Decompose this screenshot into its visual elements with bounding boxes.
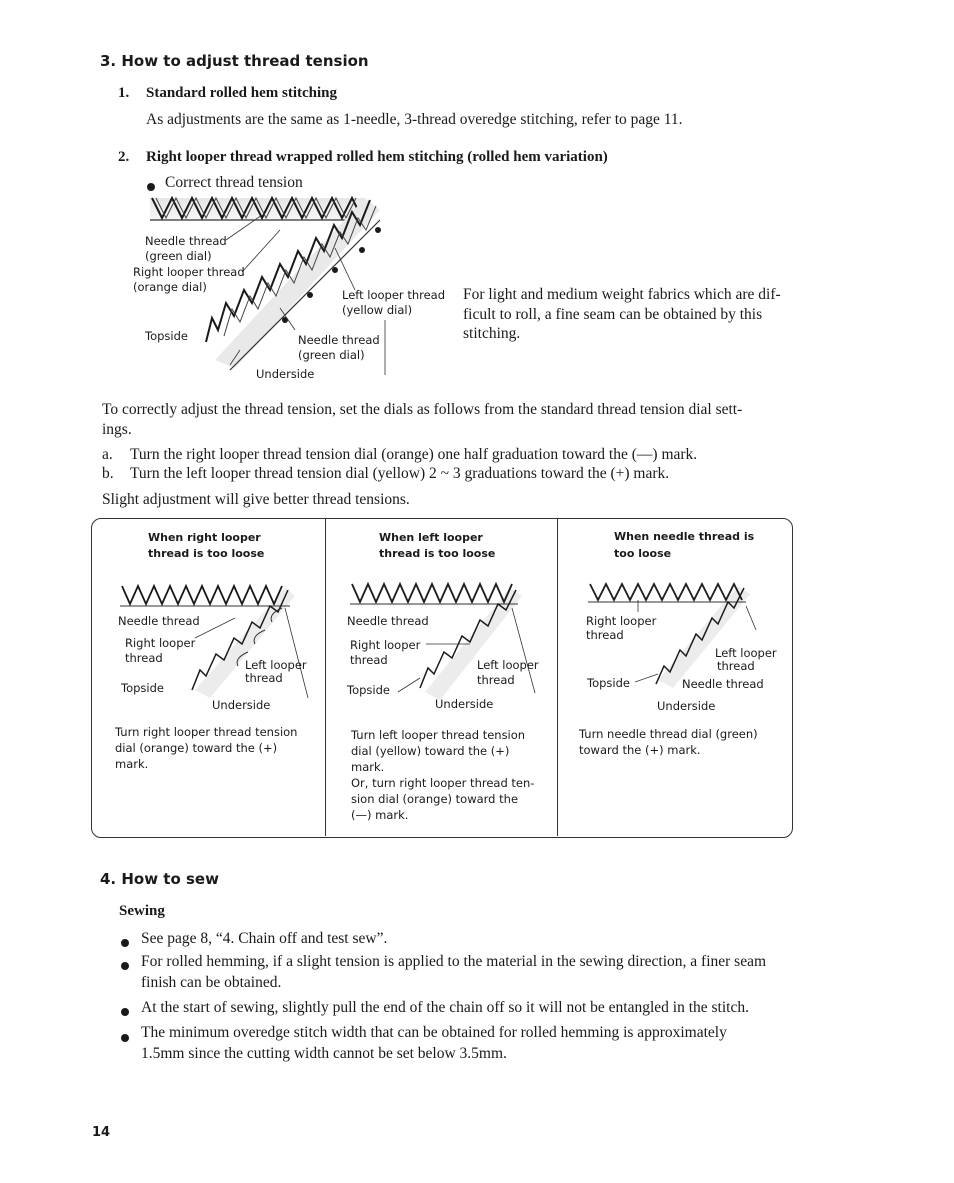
item-1-heading: Standard rolled hem stitching: [146, 85, 337, 101]
col2-caption-5: sion dial (orange) toward the: [351, 792, 519, 806]
bullet-dot-icon: [121, 1003, 129, 1021]
col2-label-g: Underside: [435, 697, 494, 711]
col1-caption-2: dial (orange) toward the (+): [115, 741, 278, 755]
col3-title-1: When needle thread is: [614, 530, 755, 543]
instructions-intro-1: To correctly adjust the thread tension, set the dials as follows from the standard thread tension dial sett-: [102, 401, 743, 418]
col3-label-e: Topside: [587, 676, 630, 690]
fig-label-green-dial: (green dial): [145, 249, 212, 263]
table-divider-2: [557, 518, 558, 836]
col3-label-g: Underside: [657, 699, 716, 713]
section-3-title: 3. How to adjust thread tension: [100, 52, 369, 70]
col2-label-e: thread: [477, 673, 515, 687]
fig-label-needle-thread: Needle thread: [145, 234, 227, 248]
item-1-body: As adjustments are the same as 1-needle, 3-thread overedge stitching, refer to page 11.: [146, 111, 683, 128]
fig-label-needle-thread-2: Needle thread: [298, 333, 380, 347]
col2-label-f: Topside: [347, 683, 390, 697]
col1-label-d: Left looper: [245, 658, 307, 672]
col1-label-g: Underside: [212, 698, 271, 712]
col1-label-a: Needle thread: [118, 614, 200, 628]
table-divider-1: [325, 518, 326, 836]
section-4-title: 4. How to sew: [100, 870, 219, 888]
col2-caption-6: (—) mark.: [351, 808, 409, 822]
col3-title-2: too loose: [614, 547, 672, 560]
step-b-label: b.: [102, 465, 114, 482]
col2-title-2: thread is too loose: [379, 547, 496, 560]
col1-label-b: Right looper: [125, 636, 196, 650]
item-2-heading: Right looper thread wrapped rolled hem stitching (rolled hem variation): [146, 149, 608, 165]
side-text-line-3: stitching.: [463, 325, 521, 342]
col3-label-b: thread: [586, 628, 624, 642]
step-a-label: a.: [102, 446, 113, 463]
col3-label-d: thread: [717, 659, 755, 673]
fig-label-underside: Underside: [256, 367, 315, 381]
col1-title-1: When right looper: [148, 531, 261, 544]
item-2-bullet: Correct thread tension: [165, 174, 303, 191]
col3-caption-1: Turn needle thread dial (green): [579, 727, 758, 741]
fig-label-left-looper: Left looper thread: [342, 288, 446, 302]
col2-caption-4: Or, turn right looper thread ten-: [351, 776, 535, 790]
item-1-number: 1.: [118, 85, 130, 101]
col2-label-d: Left looper: [477, 658, 539, 672]
sew-bullet-1: See page 8, “4. Chain off and test sew”.: [141, 930, 388, 947]
sew-bullet-2-line-2: finish can be obtained.: [141, 974, 282, 991]
col1-caption-3: mark.: [115, 757, 149, 771]
fig-label-yellow-dial: (yellow dial): [342, 303, 413, 317]
side-text-line-2: ficult to roll, a fine seam can be obtained by this: [463, 306, 763, 323]
step-a-text: Turn the right looper thread tension dial (orange) one half graduation toward the (—) mark.: [130, 446, 698, 463]
col3-label-a: Right looper: [586, 614, 657, 628]
sew-bullet-4-line-2: 1.5mm since the cutting width cannot be set below 3.5mm.: [141, 1045, 507, 1062]
col3-label-c: Left looper: [715, 646, 777, 660]
bullet-dot-icon: [121, 1029, 129, 1047]
sew-bullet-4-line-1: The minimum overedge stitch width that can be obtained for rolled hemming is approximately: [141, 1024, 727, 1041]
col2-label-b: Right looper: [350, 638, 421, 652]
col1-caption-1: Turn right looper thread tension: [115, 725, 298, 739]
instructions-note: Slight adjustment will give better thread tensions.: [102, 491, 410, 508]
fig-label-topside: Topside: [145, 329, 188, 343]
col2-label-c: thread: [350, 653, 388, 667]
sew-bullet-3: At the start of sewing, slightly pull the end of the chain off so it will not be entangled in the stitch.: [141, 999, 749, 1016]
fig-label-right-looper: Right looper thread: [133, 265, 245, 279]
col2-label-a: Needle thread: [347, 614, 429, 628]
page-number: 14: [92, 1125, 111, 1140]
col3-label-f: Needle thread: [682, 677, 764, 691]
col2-title-1: When left looper: [379, 531, 483, 544]
col1-label-f: Topside: [121, 681, 164, 695]
item-2-number: 2.: [118, 149, 130, 165]
col2-caption-1: Turn left looper thread tension: [351, 728, 526, 742]
side-text-line-1: For light and medium weight fabrics which are dif-: [463, 286, 781, 303]
col3-caption-2: toward the (+) mark.: [579, 743, 701, 757]
col1-title-2: thread is too loose: [148, 547, 265, 560]
col1-label-e: thread: [245, 671, 283, 685]
step-b-text: Turn the left looper thread tension dial (yellow) 2 ~ 3 graduations toward the (+) mark.: [130, 465, 670, 482]
bullet-dot-icon: [121, 957, 129, 975]
col2-caption-3: mark.: [351, 760, 385, 774]
sew-bullet-2-line-1: For rolled hemming, if a slight tension is applied to the material in the sewing direction, a finer seam: [141, 953, 767, 970]
fig-label-orange-dial: (orange dial): [133, 280, 207, 294]
col1-label-c: thread: [125, 651, 163, 665]
bullet-dot-icon: [121, 934, 129, 952]
instructions-intro-2: ings.: [102, 421, 132, 438]
fig-label-green-dial-2: (green dial): [298, 348, 365, 362]
col2-caption-2: dial (yellow) toward the (+): [351, 744, 510, 758]
section-4-subheading: Sewing: [119, 903, 165, 919]
